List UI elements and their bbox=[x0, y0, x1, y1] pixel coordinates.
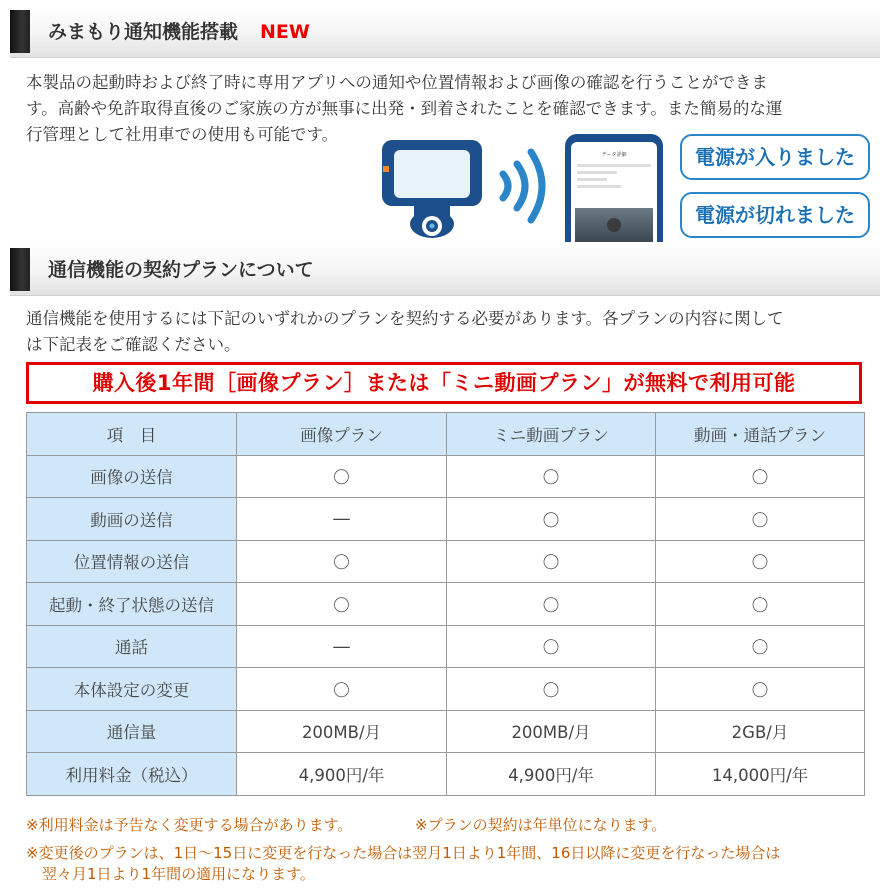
table-row: 動画の送信 ― 〇 〇 bbox=[27, 498, 865, 541]
notification-illustration bbox=[380, 130, 880, 242]
header-bar-marker bbox=[10, 248, 30, 291]
header-item: 項 目 bbox=[27, 413, 237, 456]
price-change-note: ※利用料金は予告なく変更する場合があります。 bbox=[26, 816, 353, 834]
table-row: 本体設定の変更 〇 〇 〇 bbox=[27, 668, 865, 711]
table-row: 通信量 200MB/月 200MB/月 2GB/月 bbox=[27, 710, 865, 753]
table-row: 通話 ― 〇 〇 bbox=[27, 625, 865, 668]
free-offer-banner: 購入後1年間［画像プラン］または「ミニ動画プラン」が無料で利用可能 bbox=[26, 362, 862, 404]
mimamori-description: 本製品の起動時および終了時に専用アプリへの通知や位置情報および画像の確認を行うことができま す。高齢や免許取得直後のご家族の方が無事に出発・到着されたことを確認できます。また簡易的な運 行管理として社用車での使用も可能です。 bbox=[26, 73, 783, 144]
section-header-mimamori bbox=[10, 6, 880, 58]
header-image-plan: 画像プラン bbox=[237, 413, 447, 456]
table-row: 起動・終了状態の送信 〇 〇 〇 bbox=[27, 583, 865, 626]
section-title: みまもり通知機能搭載 NEW bbox=[48, 21, 310, 43]
annual-contract-note: ※プランの契約は年単位になります。 bbox=[415, 816, 667, 834]
power-off-bubble: 電源が切れました bbox=[680, 192, 870, 238]
dashcam-icon bbox=[380, 134, 485, 242]
power-on-bubble: 電源が入りました bbox=[680, 134, 870, 180]
play-icon bbox=[607, 218, 621, 232]
plans-description: 通信機能を使用するには下記のいずれかのプランを契約する必要があります。各プランの内容に関して は下記表をご確認ください。 bbox=[26, 309, 784, 354]
section-title: 通信機能の契約プランについて bbox=[48, 259, 314, 281]
plan-change-note-line2: 翌々月1日より1年間の適用になります。 bbox=[42, 865, 315, 883]
new-badge: NEW bbox=[260, 21, 310, 43]
table-row: 位置情報の送信 〇 〇 〇 bbox=[27, 540, 865, 583]
plan-change-note: ※変更後のプランは、1日～15日に変更を行なった場合は翌月1日より1年間、16日以降に変更を行なった場合は bbox=[26, 844, 781, 862]
table-header-row bbox=[27, 413, 865, 456]
table-row: 利用料金（税込） 4,900円/年 4,900円/年 14,000円/年 bbox=[27, 753, 865, 796]
signal-waves-icon bbox=[495, 146, 555, 226]
plan-comparison-table bbox=[26, 412, 865, 796]
smartphone bbox=[565, 134, 663, 242]
phone-header: データ詳細 bbox=[601, 152, 627, 158]
section-header-plans bbox=[10, 244, 880, 296]
header-mini-video-plan: ミニ動画プラン bbox=[447, 413, 656, 456]
table-row: 画像の送信 〇 〇 〇 bbox=[27, 455, 865, 498]
header-bar-marker bbox=[10, 10, 30, 53]
header-video-call-plan: 動画・通話プラン bbox=[656, 413, 865, 456]
